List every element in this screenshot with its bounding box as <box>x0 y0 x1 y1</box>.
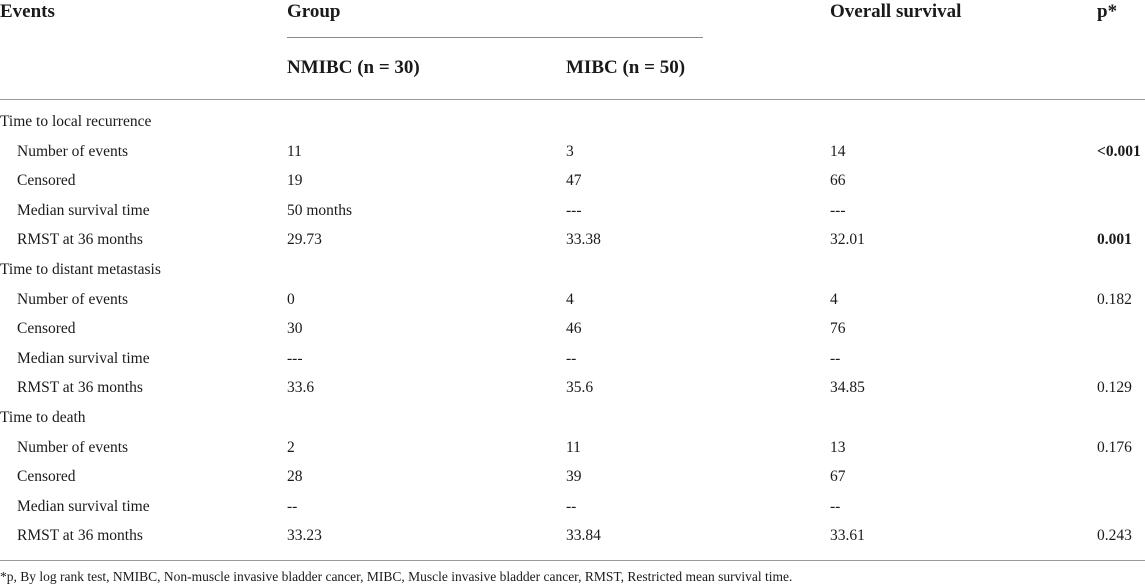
row-label: Median survival time <box>17 349 150 367</box>
cell-p: <0.001 <box>1097 142 1141 160</box>
cell-overall: 4 <box>830 290 838 308</box>
cell-overall: 66 <box>830 172 846 190</box>
cell-overall: 76 <box>830 320 846 338</box>
cell-nmibc: 2 <box>287 438 295 456</box>
cell-nmibc: 19 <box>287 172 303 190</box>
row-label: Median survival time <box>17 201 150 219</box>
header-overall-survival: Overall survival <box>830 1 962 22</box>
row-label: Censored <box>17 172 76 190</box>
header-nmibc: NMIBC (n = 30) <box>287 57 420 78</box>
cell-mibc: --- <box>566 201 582 219</box>
cell-mibc: 35.6 <box>566 379 594 397</box>
cell-overall: 33.61 <box>830 527 865 545</box>
row-label: Median survival time <box>17 497 150 515</box>
row-label: RMST at 36 months <box>17 379 143 397</box>
cell-p: 0.243 <box>1097 527 1132 545</box>
row-label: Number of events <box>17 438 129 456</box>
cell-nmibc: --- <box>287 349 303 367</box>
header-p-value: p* <box>1097 1 1118 22</box>
cell-overall: 13 <box>830 438 846 456</box>
cell-mibc: -- <box>566 497 577 515</box>
cell-nmibc: 29.73 <box>287 231 322 249</box>
cell-overall: 14 <box>830 142 846 160</box>
cell-nmibc: 30 <box>287 320 303 338</box>
cell-mibc: 46 <box>566 320 582 338</box>
cell-nmibc: 28 <box>287 468 303 486</box>
cell-mibc: 33.38 <box>566 231 601 249</box>
cell-nmibc: -- <box>287 497 298 515</box>
cell-p: 0.001 <box>1097 231 1132 249</box>
cell-p: 0.176 <box>1097 438 1132 456</box>
cell-mibc: 4 <box>566 290 574 308</box>
cell-nmibc: 33.23 <box>287 527 322 545</box>
row-label: Censored <box>17 320 76 338</box>
header-group: Group <box>287 1 341 22</box>
section-title: Time to distant metastasis <box>0 261 161 278</box>
header-events: Events <box>0 1 55 22</box>
cell-nmibc: 0 <box>287 290 295 308</box>
cell-overall: 32.01 <box>830 231 865 249</box>
row-label: RMST at 36 months <box>17 527 143 545</box>
cell-mibc: 33.84 <box>566 527 601 545</box>
header-mibc: MIBC (n = 50) <box>566 57 686 78</box>
cell-nmibc: 11 <box>287 142 302 160</box>
group-underline <box>287 37 703 38</box>
cell-mibc: 39 <box>566 468 582 486</box>
header-rule <box>0 99 1145 100</box>
cell-overall: -- <box>830 349 841 367</box>
row-label: Censored <box>17 468 76 486</box>
section-title: Time to local recurrence <box>0 113 152 130</box>
cell-mibc: 47 <box>566 172 582 190</box>
cell-overall: 67 <box>830 468 846 486</box>
cell-overall: 34.85 <box>830 379 865 397</box>
footnote: *p, By log rank test, NMIBC, Non-muscle invasive bladder cancer, MIBC, Muscle invasive bladder cancer, RMST, Restricted mean survival time. <box>0 569 793 584</box>
cell-nmibc: 33.6 <box>287 379 315 397</box>
cell-mibc: -- <box>566 349 577 367</box>
cell-mibc: 3 <box>566 142 574 160</box>
cell-p: 0.129 <box>1097 379 1132 397</box>
row-label: Number of events <box>17 142 129 160</box>
row-label: Number of events <box>17 290 129 308</box>
cell-p: 0.182 <box>1097 290 1132 308</box>
section-title: Time to death <box>0 409 86 426</box>
row-label: RMST at 36 months <box>17 231 143 249</box>
cell-overall: --- <box>830 201 846 219</box>
cell-mibc: 11 <box>566 438 581 456</box>
bottom-rule <box>0 560 1145 561</box>
cell-overall: -- <box>830 497 841 515</box>
cell-nmibc: 50 months <box>287 201 353 219</box>
